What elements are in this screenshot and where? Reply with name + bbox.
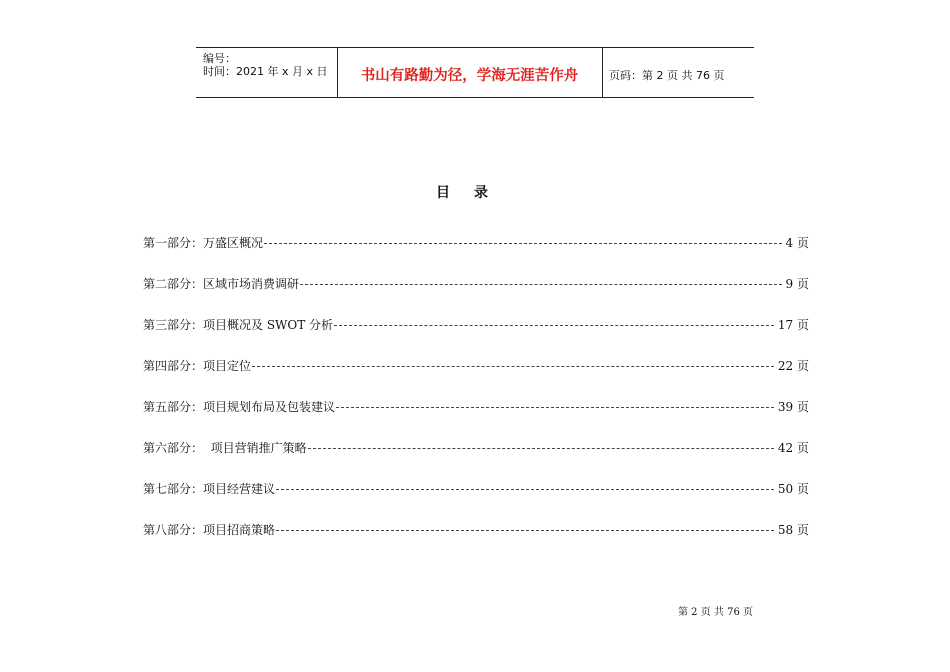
toc-leader: [336, 407, 774, 408]
toc-entry-page: 58 页: [777, 522, 809, 537]
toc-entry-label: 第八部分：项目招商策略: [143, 522, 276, 537]
toc-entry-label: 第七部分：项目经营建议: [143, 481, 276, 496]
toc-entry-page: 50 页: [777, 481, 809, 496]
toc-entry-page: 22 页: [777, 358, 809, 373]
page-header: [196, 47, 754, 98]
header-page-code: 页码：第 2 页 共 76 页: [609, 68, 725, 82]
toc-entry[interactable]: [143, 315, 809, 333]
toc-entry[interactable]: [143, 397, 809, 415]
toc-entry-label: 第二部分：区域市场消费调研: [143, 276, 300, 291]
toc-title: 目录: [436, 185, 512, 201]
toc-entry-label: 第一部分：万盛区概况: [143, 235, 264, 250]
toc-entry-label: 第六部分： 项目营销推广策略: [143, 440, 307, 455]
toc-entry-label: 第四部分：项目定位: [143, 358, 252, 373]
toc-entry-page: 39 页: [777, 399, 809, 414]
toc-entry[interactable]: [143, 233, 809, 251]
toc-entry-page: 42 页: [777, 440, 809, 455]
header-motto: 书山有路勤为径，学海无涯苦作舟: [360, 68, 579, 84]
toc-entry[interactable]: [143, 438, 809, 456]
date-label: 时间：2021 年 x 月 x 日: [203, 65, 328, 78]
page-footer: 第 2 页 共 76 页: [678, 607, 753, 618]
toc-leader: [264, 243, 782, 244]
toc-leader: [300, 284, 782, 285]
toc-leader: [252, 366, 774, 367]
toc-entry-label: 第三部分：项目概况及 SWOT 分析: [143, 317, 334, 332]
toc-entry[interactable]: [143, 479, 809, 497]
toc-entry[interactable]: [143, 520, 809, 538]
toc-leader: [276, 489, 774, 490]
number-label: 编号：: [203, 52, 236, 65]
toc-entry-label: 第五部分：项目规划布局及包装建议: [143, 399, 336, 414]
toc-entry-page: 17 页: [777, 317, 809, 332]
toc-entry[interactable]: [143, 356, 809, 374]
toc-entry-page: 4 页: [785, 235, 809, 250]
toc-leader: [308, 448, 774, 449]
toc-entry-page: 9 页: [785, 276, 809, 291]
header-meta: [196, 48, 337, 97]
toc-leader: [276, 530, 774, 531]
toc-leader: [334, 325, 774, 326]
toc-entry[interactable]: [143, 274, 809, 292]
